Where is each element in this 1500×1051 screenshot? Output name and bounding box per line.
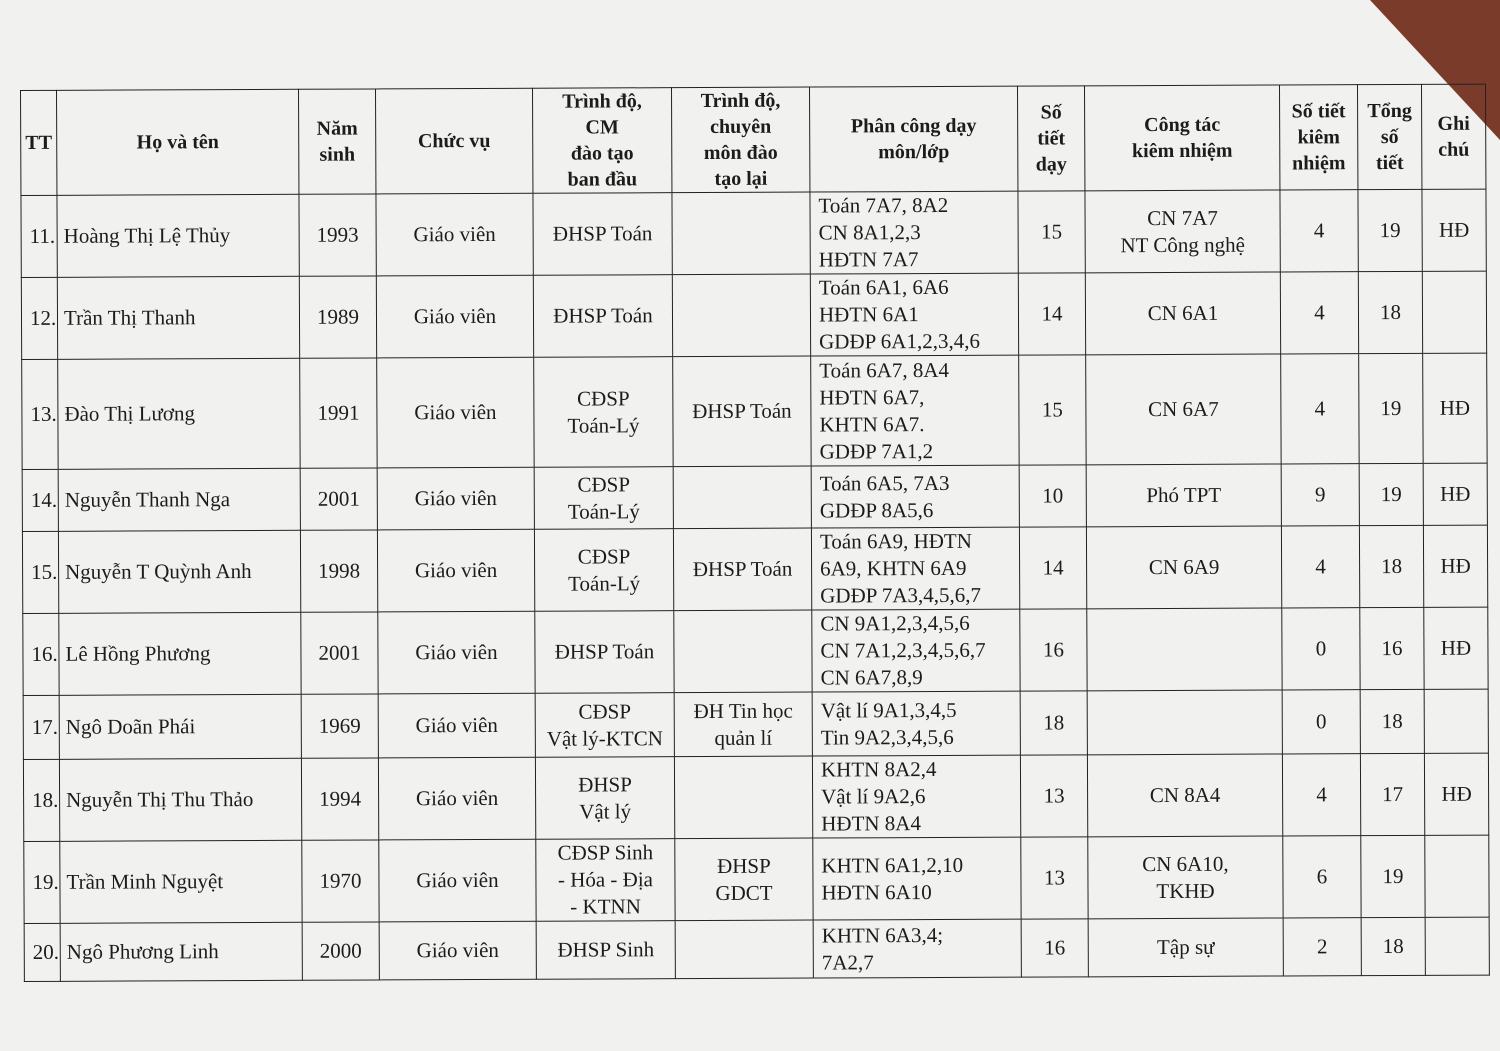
teaching-assignment: Toán 6A9, HĐTN 6A9, KHTN 6A9 GDĐP 7A3,4,5,6,7 bbox=[811, 527, 1019, 610]
teaching-periods: 13 bbox=[1020, 755, 1087, 837]
extra-periods: 4 bbox=[1280, 272, 1358, 354]
row-number: 18. bbox=[23, 759, 59, 841]
header-total-periods: Tổng số tiết bbox=[1357, 84, 1421, 189]
extra-periods: 0 bbox=[1282, 690, 1360, 754]
extra-periods: 4 bbox=[1281, 526, 1359, 608]
table-row bbox=[23, 607, 1488, 695]
birth-year: 1970 bbox=[302, 840, 379, 922]
initial-qualification: CĐSP Toán-Lý bbox=[534, 529, 673, 612]
retrained-qualification bbox=[674, 756, 812, 839]
table-row bbox=[23, 753, 1488, 841]
teaching-periods: 14 bbox=[1018, 273, 1085, 355]
total-periods: 18 bbox=[1360, 689, 1424, 753]
table-row bbox=[24, 917, 1489, 981]
table-row bbox=[21, 271, 1486, 359]
total-periods: 18 bbox=[1361, 917, 1425, 975]
teacher-name: Trần Thị Thanh bbox=[57, 276, 299, 359]
header-teaching-assignment: Phân công dạy môn/lớp bbox=[809, 86, 1017, 192]
position: Giáo viên bbox=[378, 611, 535, 694]
teaching-assignment: Toán 6A1, 6A6 HĐTN 6A1 GDĐP 6A1,2,3,4,6 bbox=[810, 273, 1018, 356]
birth-year: 1994 bbox=[301, 758, 378, 840]
teaching-periods: 13 bbox=[1021, 837, 1088, 919]
extra-periods: 9 bbox=[1281, 464, 1359, 526]
teaching-periods: 14 bbox=[1019, 527, 1086, 609]
row-number: 20. bbox=[24, 923, 60, 981]
birth-year: 1991 bbox=[300, 358, 377, 468]
initial-qualification: ĐHSP Toán bbox=[533, 275, 672, 358]
retrained-qualification bbox=[673, 466, 811, 529]
header-position: Chức vụ bbox=[375, 88, 532, 194]
teaching-periods: 18 bbox=[1020, 691, 1087, 755]
teacher-name: Ngô Phương Linh bbox=[60, 922, 302, 981]
header-extra-periods: Số tiết kiêm nhiệm bbox=[1279, 85, 1357, 190]
teaching-assignment: KHTN 8A2,4 Vật lí 9A2,6 HĐTN 8A4 bbox=[812, 755, 1020, 838]
row-number: 13. bbox=[22, 359, 58, 469]
extra-duty: CN 6A10, TKHĐ bbox=[1088, 836, 1283, 919]
total-periods: 19 bbox=[1361, 835, 1425, 917]
extra-duty: CN 6A7 bbox=[1086, 354, 1281, 465]
table-row bbox=[22, 353, 1487, 469]
birth-year: 1993 bbox=[299, 194, 376, 276]
position: Giáo viên bbox=[377, 529, 534, 612]
position: Giáo viên bbox=[379, 839, 536, 922]
table-row bbox=[22, 525, 1487, 613]
teacher-name: Nguyễn Thị Thu Thảo bbox=[59, 758, 301, 841]
total-periods: 16 bbox=[1360, 607, 1424, 689]
retrained-qualification: ĐHSP Toán bbox=[673, 528, 811, 611]
header-tt: TT bbox=[21, 90, 57, 195]
teacher-name: Đào Thị Lương bbox=[58, 358, 300, 469]
teacher-name: Trần Minh Nguyệt bbox=[60, 840, 302, 923]
extra-duty: Tập sự bbox=[1088, 918, 1283, 977]
initial-qualification: ĐHSP Sinh bbox=[536, 921, 675, 980]
teaching-periods: 10 bbox=[1019, 465, 1086, 527]
retrained-qualification: ĐHSP GDCT bbox=[675, 838, 813, 921]
staff-assignment-table bbox=[20, 84, 1490, 982]
teaching-assignment: Toán 6A7, 8A4 HĐTN 6A7, KHTN 6A7. GDĐP 7A1,2 bbox=[811, 355, 1019, 466]
initial-qualification: CĐSP Sinh - Hóa - Địa - KTNN bbox=[536, 839, 675, 922]
initial-qualification: CĐSP Vật lý-KTCN bbox=[535, 693, 674, 758]
teaching-periods: 15 bbox=[1018, 191, 1085, 273]
total-periods: 19 bbox=[1359, 353, 1423, 463]
teaching-assignment: KHTN 6A3,4; 7A2,7 bbox=[813, 919, 1021, 978]
extra-duty: Phó TPT bbox=[1086, 464, 1281, 527]
initial-qualification: ĐHSP Toán bbox=[533, 193, 672, 276]
header-birth-year: Năm sinh bbox=[298, 89, 375, 194]
header-initial-qualification: Trình độ, CM đào tạo ban đầu bbox=[532, 88, 671, 194]
extra-periods: 4 bbox=[1280, 190, 1358, 272]
note: HĐ bbox=[1423, 525, 1487, 607]
extra-duty bbox=[1087, 608, 1282, 691]
teaching-assignment: Toán 6A5, 7A3 GDĐP 8A5,6 bbox=[811, 465, 1019, 528]
extra-duty: CN 7A7 NT Công nghệ bbox=[1085, 190, 1280, 273]
retrained-qualification bbox=[674, 610, 812, 693]
birth-year: 2001 bbox=[301, 612, 378, 694]
note bbox=[1422, 271, 1486, 353]
note: HĐ bbox=[1423, 463, 1487, 525]
table-row bbox=[24, 835, 1489, 923]
row-number: 12. bbox=[21, 277, 57, 359]
initial-qualification: ĐHSP Vật lý bbox=[535, 757, 674, 840]
birth-year: 1998 bbox=[300, 530, 377, 612]
note: HĐ bbox=[1423, 353, 1487, 463]
retrained-qualification bbox=[672, 274, 810, 357]
row-number: 14. bbox=[22, 469, 58, 531]
initial-qualification: CĐSP Toán-Lý bbox=[534, 467, 673, 530]
header-name: Họ và tên bbox=[57, 89, 299, 195]
teacher-name: Nguyễn Thanh Nga bbox=[58, 468, 300, 531]
teaching-assignment: CN 9A1,2,3,4,5,6 CN 7A1,2,3,4,5,6,7 CN 6A7,8,9 bbox=[812, 609, 1020, 692]
birth-year: 1969 bbox=[301, 694, 378, 758]
teacher-name: Ngô Doãn Phái bbox=[59, 694, 301, 759]
position: Giáo viên bbox=[376, 193, 533, 276]
retrained-qualification bbox=[675, 920, 813, 979]
note: HĐ bbox=[1424, 753, 1488, 835]
note bbox=[1424, 689, 1488, 753]
row-number: 16. bbox=[23, 613, 59, 695]
total-periods: 19 bbox=[1359, 463, 1423, 525]
teaching-periods: 16 bbox=[1021, 919, 1088, 977]
total-periods: 18 bbox=[1358, 271, 1422, 353]
total-periods: 18 bbox=[1359, 525, 1423, 607]
retrained-qualification: ĐHSP Toán bbox=[673, 356, 811, 467]
note: HĐ bbox=[1424, 607, 1488, 689]
teacher-name: Lê Hồng Phương bbox=[59, 612, 301, 695]
table-row bbox=[23, 689, 1488, 759]
birth-year: 2000 bbox=[302, 922, 379, 980]
birth-year: 1989 bbox=[299, 276, 376, 358]
retrained-qualification: ĐH Tin học quản lí bbox=[674, 692, 812, 757]
staff-assignment-sheet bbox=[20, 84, 1489, 982]
extra-periods: 0 bbox=[1282, 608, 1360, 690]
table-row bbox=[22, 463, 1487, 531]
teaching-periods: 16 bbox=[1020, 609, 1087, 691]
header-extra-duty: Công tác kiêm nhiệm bbox=[1084, 85, 1279, 191]
extra-duty: CN 6A1 bbox=[1085, 272, 1280, 355]
note bbox=[1425, 917, 1489, 975]
teaching-assignment: Toán 7A7, 8A2 CN 8A1,2,3 HĐTN 7A7 bbox=[810, 191, 1018, 274]
header-retrained-qualification: Trình độ, chuyên môn đào tạo lại bbox=[671, 87, 809, 193]
header-note: Ghi chú bbox=[1421, 84, 1485, 189]
table-row bbox=[21, 189, 1486, 277]
position: Giáo viên bbox=[378, 757, 535, 840]
extra-duty bbox=[1087, 690, 1282, 755]
initial-qualification: ĐHSP Toán bbox=[535, 611, 674, 694]
extra-periods: 4 bbox=[1282, 754, 1360, 836]
position: Giáo viên bbox=[377, 467, 534, 530]
position: Giáo viên bbox=[377, 357, 534, 468]
extra-duty: CN 6A9 bbox=[1086, 526, 1281, 609]
retrained-qualification bbox=[672, 192, 810, 275]
teaching-periods: 15 bbox=[1019, 355, 1086, 465]
header-row bbox=[21, 84, 1486, 195]
row-number: 19. bbox=[24, 841, 60, 923]
teacher-name: Nguyễn T Quỳnh Anh bbox=[58, 530, 300, 613]
extra-periods: 2 bbox=[1283, 918, 1361, 976]
row-number: 15. bbox=[22, 531, 58, 613]
total-periods: 19 bbox=[1358, 189, 1422, 271]
teaching-assignment: Vật lí 9A1,3,4,5 Tin 9A2,3,4,5,6 bbox=[812, 691, 1020, 756]
row-number: 17. bbox=[23, 695, 59, 759]
row-number: 11. bbox=[21, 195, 57, 277]
note: HĐ bbox=[1422, 189, 1486, 271]
position: Giáo viên bbox=[376, 275, 533, 358]
position: Giáo viên bbox=[379, 921, 536, 980]
birth-year: 2001 bbox=[300, 468, 377, 530]
initial-qualification: CĐSP Toán-Lý bbox=[534, 357, 673, 468]
note bbox=[1425, 835, 1489, 917]
extra-periods: 4 bbox=[1281, 354, 1359, 464]
extra-periods: 6 bbox=[1283, 836, 1361, 918]
teacher-name: Hoàng Thị Lệ Thủy bbox=[57, 194, 299, 277]
total-periods: 17 bbox=[1360, 753, 1424, 835]
header-teaching-periods: Số tiết dạy bbox=[1017, 86, 1084, 191]
extra-duty: CN 8A4 bbox=[1087, 754, 1282, 837]
position: Giáo viên bbox=[378, 693, 535, 758]
teaching-assignment: KHTN 6A1,2,10 HĐTN 6A10 bbox=[813, 837, 1021, 920]
